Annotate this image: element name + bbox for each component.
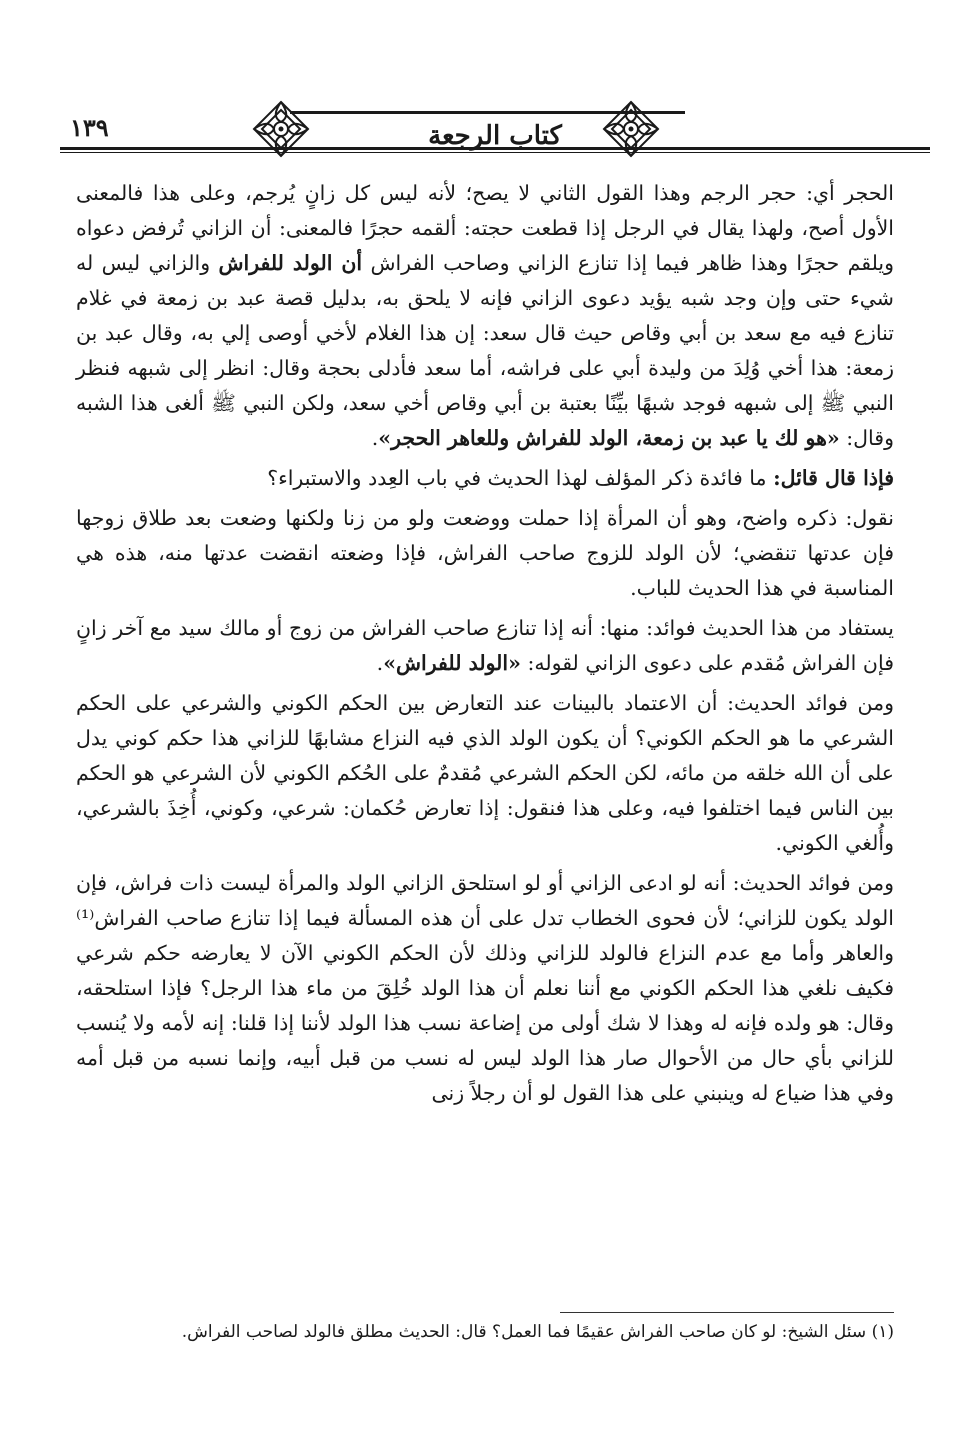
ornament-left-icon — [250, 98, 312, 160]
text-segment: ومن فوائد الحديث: أن الاعتماد بالبينات عند التعارض بين الحكم الكوني والشرعي على الحكم الشرعي ما هو الحكم الكوني؟ أن يكون الولد الذي فيه النزاع مشابهًا للزاني هذا حكم كوني يدل على أن الله خلقه من مائه، لكن الحكم الشرعي مُقدمٌ على الحُكم الكوني لأن الشرعي هو الحكم بين الناس فيما اختلفوا فيه، وعلى هذا فنقول: إذا تعارض حُكمان: شرعي، وكوني، أُخِذَ بالشرعي، وأُلغي الكوني. — [76, 691, 894, 855]
ornament-right-icon — [600, 98, 662, 160]
body-text — [76, 176, 894, 1111]
text-segment: الحجر أي: حجر الرجم وهذا القول الثاني لا يصح؛ لأنه ليس كل زانٍ يُرجم، وعلى هذا فالمعنى الأول أصح، ولهذا يقال في الرجل إذا قطعت حجته: ألقمه حجرًا فالمعنى: أن الزاني تُرفض دعواه ويلقم حجرًا وهذا ظاهر فيما إذا تنازع الزاني وصاحب الفراش — [76, 181, 894, 275]
paragraph — [76, 176, 894, 456]
book-title: كتاب الرجعة — [428, 121, 562, 151]
page-header — [0, 95, 978, 165]
footnote-marker[interactable]: ⁽¹⁾ — [76, 906, 95, 930]
text-segment: . — [371, 426, 379, 450]
text-segment: والزاني ليس له شيء حتى وإن وجد شبه يؤيد دعوى الزاني فإنه لا يلحق به، بدليل قصة عبد بن زمعة في غلام تنازع فيه مع سعد بن أبي وقاص حيث قال سعد: إن هذا الغلام لأخي أوصى إلي به، وقال عبد بن زمعة: هذا أخي وُلِدَ من وليدة أبي على فراشه، أما سعد فأدلى بحجة وقال: انظر إلى شبهه فنظر النبي ﷺ إلى شبهه فوجد شبهًا بيِّنًا بعتبة بن أبي وقاص أخي سعد، ولكن النبي ﷺ ألغى هذا الشبه وقال: — [76, 251, 894, 450]
page-number: ١٣٩ — [70, 113, 109, 142]
paragraph — [76, 461, 894, 496]
bold-text-segment: أن الولد للفراش — [218, 251, 363, 275]
header-rule-bottom-thin — [60, 152, 930, 153]
paragraph — [76, 866, 894, 1111]
text-segment: يستفاد من هذا الحديث فوائد: منها: أنه إذا تنازع صاحب الفراش من زوج أو مالك سيد مع آخر زانٍ فإن الفراش مُقدم على دعوى الزاني لقوله: — [76, 616, 894, 675]
text-segment: نقول: ذكره واضح، وهو أن المرأة إذا حملت ووضعت ولو من زنا ولكنها وضعت بعد طلاق زوجها فإن عدتها تنقضي؛ لأن الولد للزوج صاحب الفراش، فإذا وضعته انقضت عدتها منه، هذه هي المناسبة في هذا الحديث للباب. — [76, 506, 894, 600]
paragraph — [76, 686, 894, 861]
text-segment: . — [376, 651, 384, 675]
text-segment: ومن فوائد الحديث: أنه لو ادعى الزاني أو لو استلحق الزاني الولد والمرأة ليست ذات فراش، فإن الولد يكون للزاني؛ لأن فحوى الخطاب تدل على أن هذه المسألة فيما إذا تنازع صاحب الفراش — [76, 871, 894, 930]
footnote: (١) سئل الشيخ: لو كان صاحب الفراش عقيمًا فما العمل؟ قال: الحديث مطلق فالولد لصاحب الفراش. — [181, 1322, 894, 1342]
paragraph — [76, 611, 894, 681]
hadith-quote: «الولد للفراش» — [383, 651, 521, 675]
text-segment: والعاهر وأما مع عدم النزاع فالولد للزاني وذلك لأن الحكم الكوني الآن لا يعارضه حكم شرعي فكيف نلغي هذا الحكم الكوني مع أننا نعلم أن هذا الولد خُلِقَ من ماء هذا الرجل؟ فإذا استلحقه، وقال: هو ولده فإنه له وهذا لا شك أولى من إضاعة نسب هذا الولد لأننا إذا قلنا: إنه لأمه ولا يُنسب للزاني بأي حال من الأحوال صار هذا الولد ليس له نسب من قبل أبيه، وإنما نسبه من قبل أمه وفي هذا ضياع له وينبني على هذا القول لو أن رجلاً زنى — [76, 941, 894, 1105]
hadith-quote: «هو لك يا عبد بن زمعة، الولد للفراش وللعاهر الحجر» — [378, 426, 840, 450]
footnote-divider — [560, 1312, 894, 1313]
paragraph — [76, 501, 894, 606]
text-segment: ما فائدة ذكر المؤلف لهذا الحديث في باب العِدد والاستبراء؟ — [267, 466, 774, 490]
bold-text-segment: فإذا قال قائل: — [773, 466, 894, 490]
